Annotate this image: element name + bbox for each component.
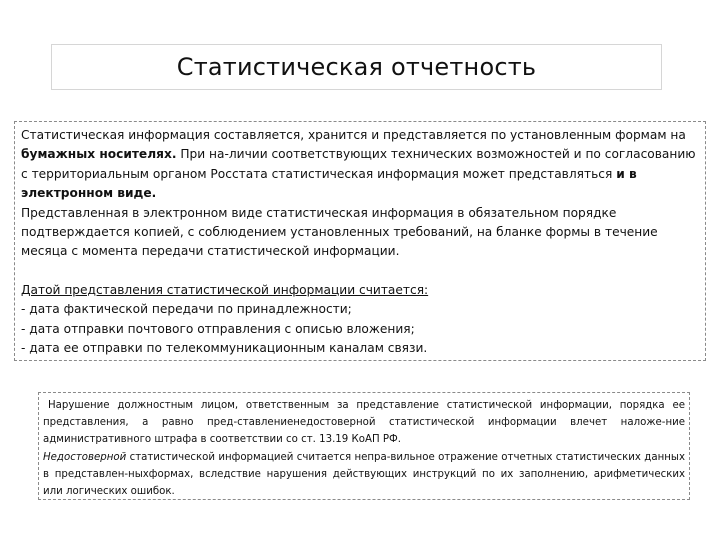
bold-paper-media: бумажных носителях. xyxy=(21,147,177,162)
bold-electronic-form: и в электронном виде. xyxy=(21,166,637,201)
paragraph-violation-penalty: Нарушение должностным лицом, ответственным за представление статистической информации, порядка ее представления, а равно пред-ставлениенедостоверной статистической информации влечет наложе-ние административного штрафа в соответствии со ст. 13.19 КоАП РФ. xyxy=(43,400,685,446)
page-title: Статистическая отчетность xyxy=(176,53,537,81)
spacer xyxy=(21,262,699,281)
text-segment: Статистическая информация составляется, хранится и представляется по установленным формам на xyxy=(21,128,686,142)
text-segment: При на-личии соответствующих технических возможностей и по согласованию с территориальным органом Росстата статистическая информация может представляться xyxy=(21,147,696,181)
date-item-telecom-dispatch: - дата ее отправки по телекоммуникационным каналам связи. xyxy=(21,341,428,356)
dates-heading: Датой представления статистической информации считается: xyxy=(21,282,429,297)
paragraph-paper-and-electronic xyxy=(21,126,699,204)
italic-term-unreliable: Недостоверной xyxy=(43,451,127,463)
paragraph-unreliable-definition xyxy=(43,449,685,501)
main-text-box xyxy=(14,121,706,361)
date-item-postal-dispatch: - дата отправки почтового отправления с описью вложения; xyxy=(21,321,415,336)
paragraph-electronic-confirmation: Представленная в электронном виде статистическая информация в обязательном порядке подтверждается копией, с соблюдением установленных требований, на бланке формы в течение месяца с момента передачи статистической информации. xyxy=(21,205,658,259)
date-item-actual-transfer: - дата фактической передачи по принадлежности; xyxy=(21,302,352,317)
text-segment: статистической информацией считается непра-вильное отражение отчетных статистических данных в представлен-ныхформах, вследствие нарушения действующих инструкций по их заполнению, арифметических или логических ошибок. xyxy=(43,451,685,498)
title-box xyxy=(51,44,662,90)
penalty-note-box xyxy=(38,392,690,500)
